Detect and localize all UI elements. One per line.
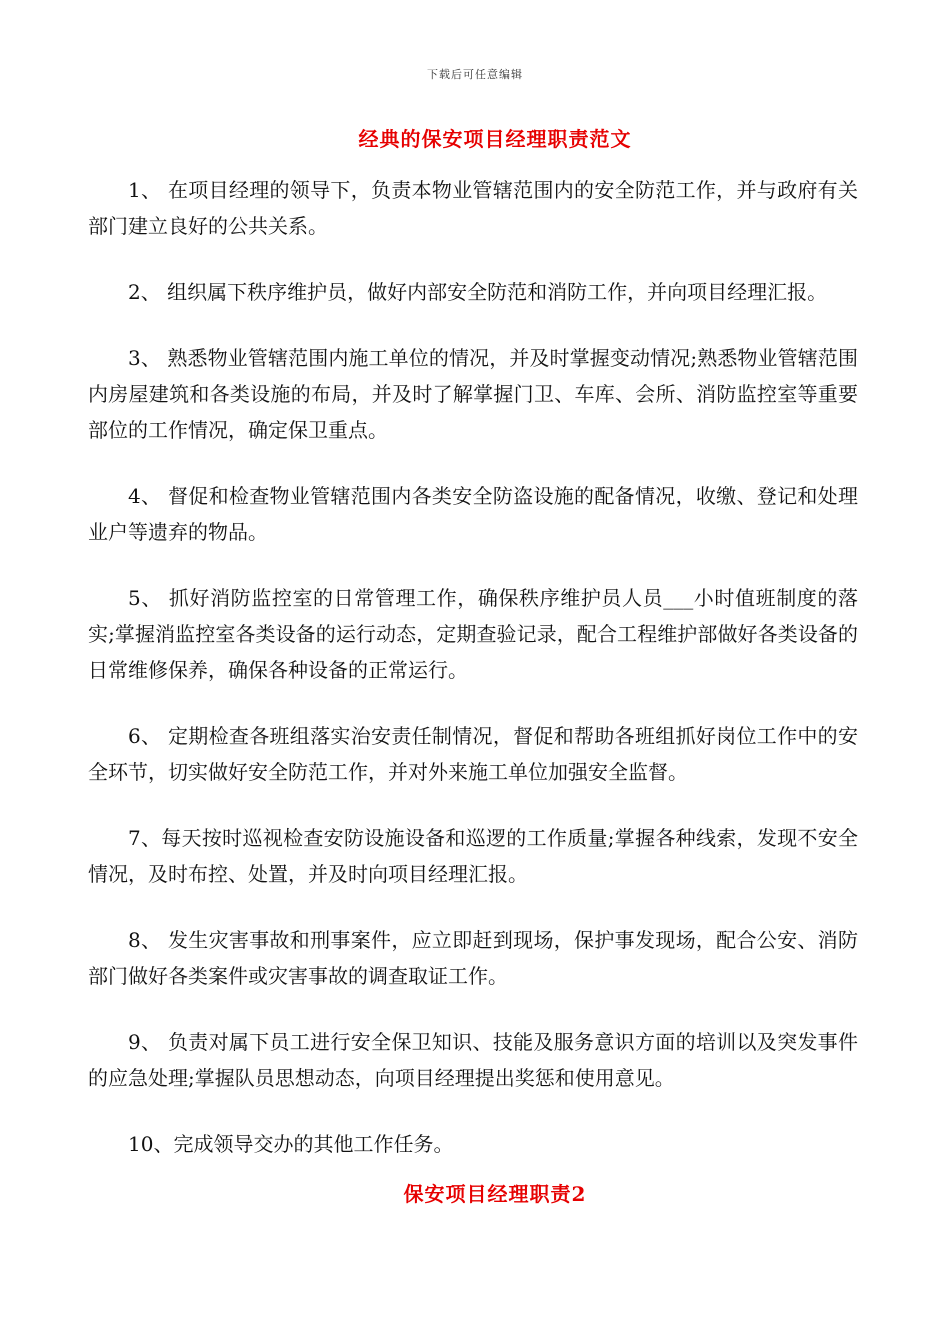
paragraph-10: 10、完成领导交办的其他工作任务。: [128, 1132, 454, 1156]
paragraph-1: 1、 在项目经理的领导下，负责本物业管辖范围内的安全防范工作，并与政府有关部门建立良好的公共关系。: [88, 178, 858, 238]
paragraph-9: 9、 负责对属下员工进行安全保卫知识、技能及服务意识方面的培训以及突发事件的应急处理;掌握队员思想动态，向项目经理提出奖惩和使用意见。: [88, 1030, 858, 1090]
paragraph-3: 3、 熟悉物业管辖范围内施工单位的情况，并及时掌握变动情况;熟悉物业管辖范围内房屋建筑和各类设施的布局，并及时了解掌握门卫、车库、会所、消防监控室等重要部位的工作情况，确定保卫重点。: [88, 346, 858, 442]
paragraph-4: 4、 督促和检查物业管辖范围内各类安全防盗设施的配备情况，收缴、登记和处理业户等遗弃的物品。: [88, 484, 858, 544]
document-body: [88, 172, 858, 1192]
document-title: 经典的保安项目经理职责范文: [358, 127, 632, 151]
paragraph-2: 2、 组织属下秩序维护员，做好内部安全防范和消防工作，并向项目经理汇报。: [128, 280, 828, 304]
paragraph-6: 6、 定期检查各班组落实治安责任制情况，督促和帮助各班组抓好岗位工作中的安全环节，切实做好安全防范工作，并对外来施工单位加强安全监督。: [88, 724, 858, 784]
header-note: 下载后可任意编辑: [427, 68, 523, 81]
paragraph-8: 8、 发生灾害事故和刑事案件，应立即赶到现场，保护事发现场，配合公安、消防部门做好各类案件或灾害事故的调查取证工作。: [88, 928, 858, 988]
section-title: 保安项目经理职责2: [403, 1182, 587, 1206]
paragraph-7: 7、每天按时巡视检查安防设施设备和巡逻的工作质量;掌握各种线索，发现不安全情况，及时布控、处置，并及时向项目经理汇报。: [88, 826, 858, 886]
paragraph-5: 5、 抓好消防监控室的日常管理工作，确保秩序维护员人员___小时值班制度的落实;掌握消监控室各类设备的运行动态，定期查验记录，配合工程维护部做好各类设备的日常维修保养，确保各种设备的正常运行。: [88, 586, 858, 682]
